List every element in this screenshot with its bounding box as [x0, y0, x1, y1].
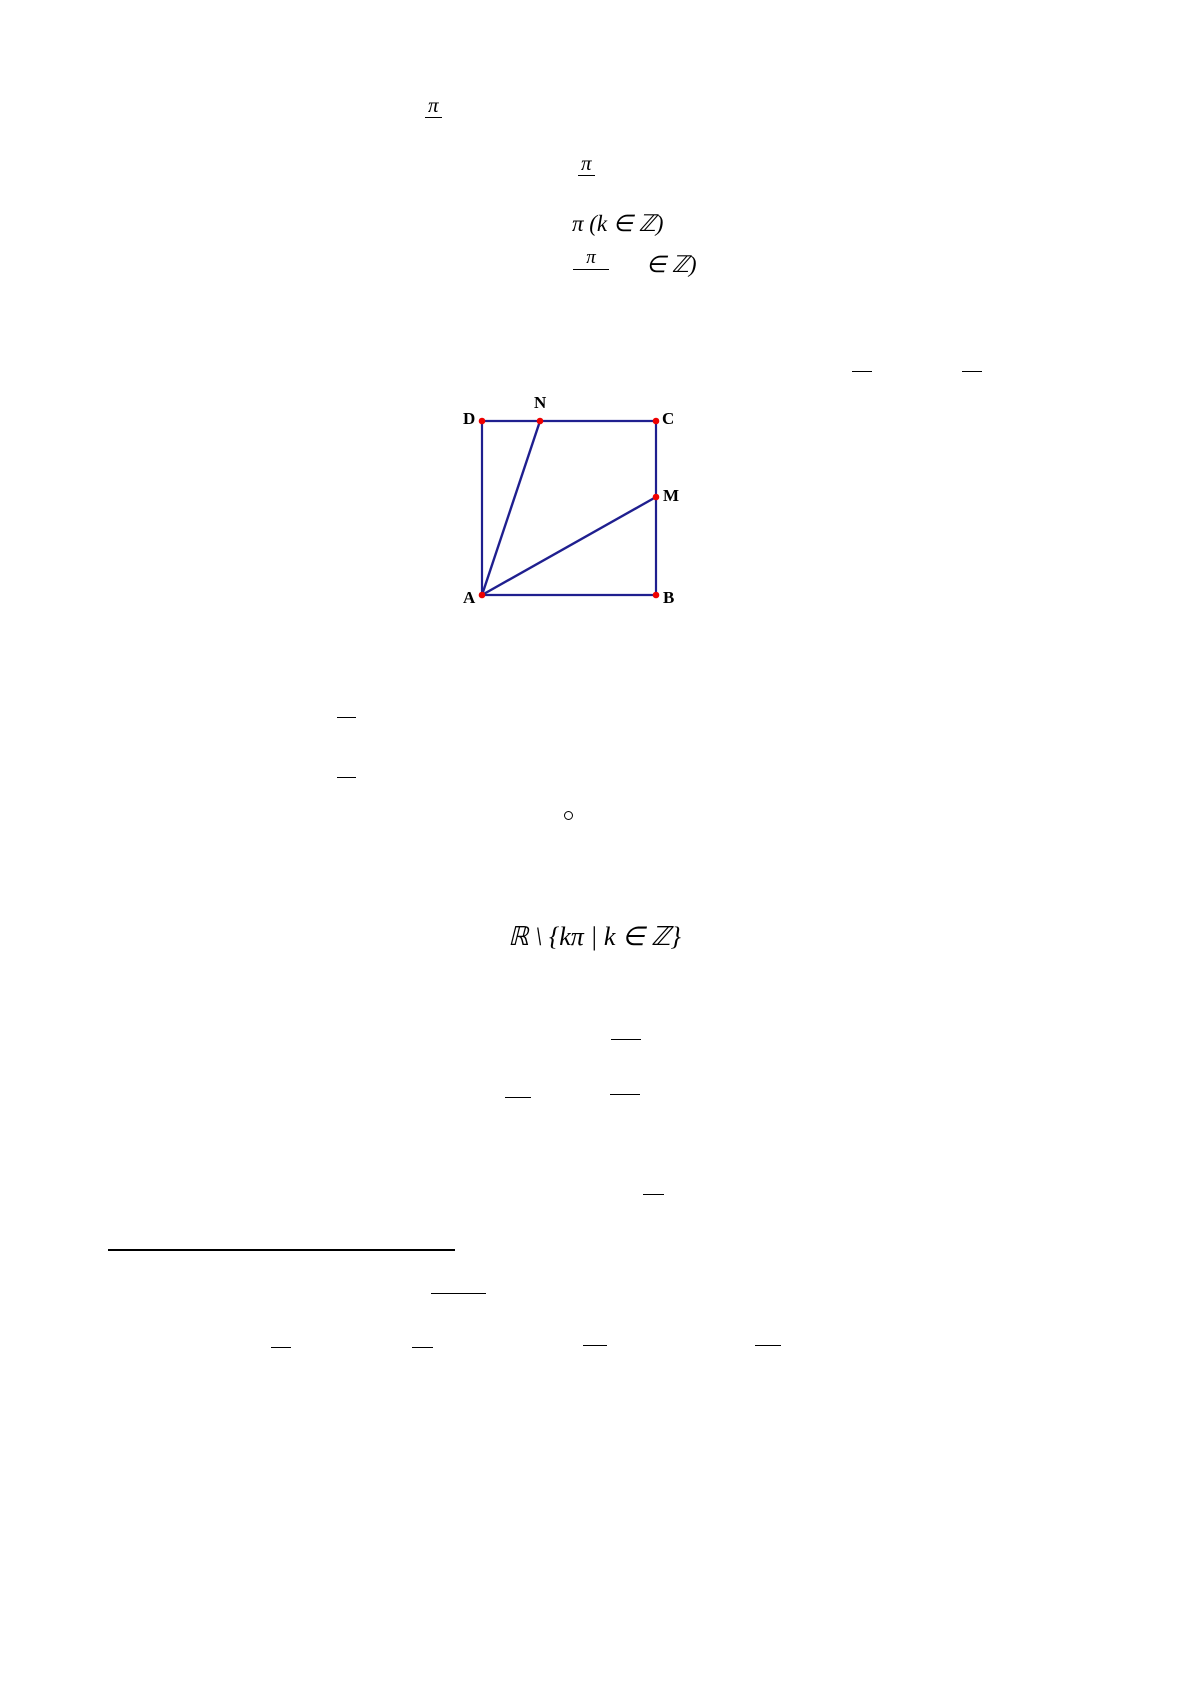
degree-symbol-icon — [564, 811, 573, 820]
fraction-bar-b — [962, 371, 982, 372]
segment-AM — [482, 497, 656, 595]
fraction-bar-m — [755, 1345, 781, 1346]
math-fragment-6: ℝ \ {kπ | k ∈ ℤ} — [508, 922, 681, 951]
fraction-2-numerator: π — [578, 152, 595, 176]
fraction-1-numerator: π — [425, 94, 442, 118]
fraction-bar-j — [271, 1347, 291, 1348]
segment-AN — [482, 421, 540, 595]
fraction-bar-i — [431, 1293, 486, 1294]
figure-label-M: M — [663, 486, 680, 505]
math-fragment-4 — [573, 248, 609, 291]
fraction-bar-c — [337, 717, 356, 718]
geometry-figure — [460, 393, 700, 617]
fraction-bar-a — [852, 371, 872, 372]
fraction-4-numerator: π — [573, 248, 609, 270]
fraction-bar-h — [643, 1194, 664, 1195]
math-fragment-5: ∈ ℤ) — [646, 252, 697, 277]
math-fragment-2 — [578, 152, 595, 199]
geometry-figure-svg — [460, 412, 700, 617]
math-fragment-1 — [425, 94, 442, 141]
figure-label-D: D — [463, 409, 476, 428]
fraction-1 — [425, 94, 442, 141]
square-outline — [482, 421, 656, 595]
fraction-4 — [573, 248, 609, 291]
fraction-bar-g — [610, 1094, 640, 1095]
point-M — [653, 494, 660, 501]
figure-label-N: N — [534, 393, 547, 412]
figure-label-B: B — [663, 588, 675, 607]
fraction-bar-d — [337, 777, 356, 778]
math-fragment-3: π (k ∈ ℤ) — [572, 211, 664, 236]
fraction-bar-k — [412, 1347, 433, 1348]
figure-label-A: A — [463, 588, 476, 607]
point-A — [479, 592, 486, 599]
point-C — [653, 418, 660, 425]
fraction-2 — [578, 152, 595, 199]
fraction-bar-l — [583, 1345, 607, 1346]
point-D — [479, 418, 486, 425]
fraction-bar-e — [611, 1039, 641, 1040]
point-B — [653, 592, 660, 599]
point-N — [537, 418, 544, 425]
figure-label-C: C — [662, 409, 675, 428]
fraction-bar-f — [505, 1097, 531, 1098]
footnote-separator — [108, 1249, 455, 1251]
